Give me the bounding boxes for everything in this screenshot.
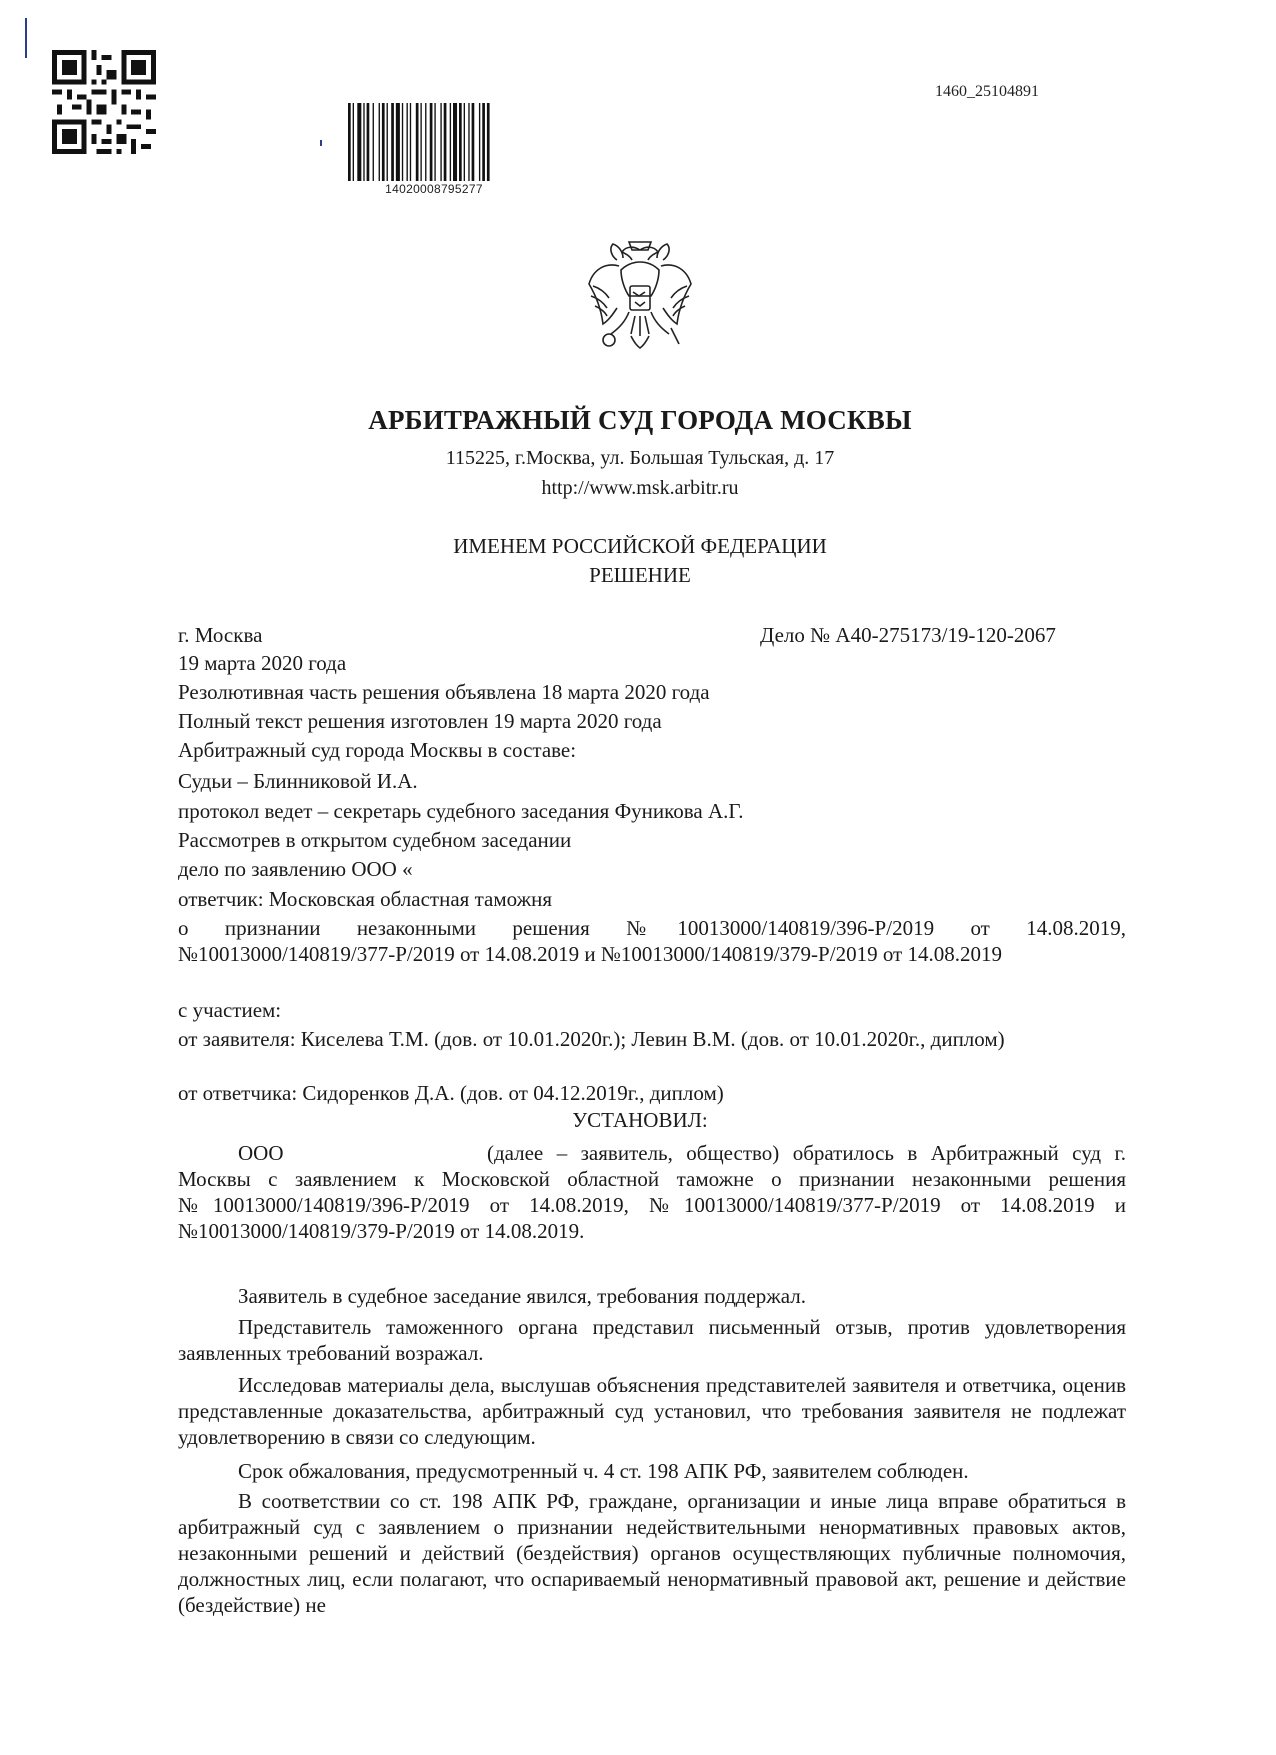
- applicant-representatives: от заявителя: Киселева Т.М. (дов. от 10.01.2020г.); Левин В.М. (дов. от 10.01.2020г., диплом): [178, 1027, 1005, 1051]
- considered-line: Рассмотрев в открытом судебном заседании: [178, 828, 572, 852]
- decision-date: 19 марта 2020 года: [178, 651, 347, 675]
- document-id: 1460_25104891: [935, 83, 1039, 100]
- operative-part-line: Резолютивная часть решения объявлена 18 марта 2020 года: [178, 680, 710, 704]
- paragraph-1: [178, 1140, 1126, 1244]
- full-text-line: Полный текст решения изготовлен 19 марта 2020 года: [178, 709, 662, 733]
- paragraph-3: Представитель таможенного органа представил письменный отзыв, против удовлетворения заявленных требований возражал.: [178, 1315, 1126, 1365]
- paragraph-5: Срок обжалования, предусмотренный ч. 4 ст. 198 АПК РФ, заявителем соблюден.: [238, 1459, 969, 1483]
- court-website: http://www.msk.arbitr.ru: [541, 477, 739, 499]
- scan-mark: [320, 140, 322, 146]
- heading-in-name: ИМЕНЕМ РОССИЙСКОЙ ФЕДЕРАЦИИ: [453, 534, 827, 558]
- court-name: АРБИТРАЖНЫЙ СУД ГОРОДА МОСКВЫ: [368, 405, 912, 435]
- heading-decision: РЕШЕНИЕ: [589, 563, 691, 587]
- qr-code: [52, 50, 156, 154]
- paragraph-6: В соответствии со ст. 198 АПК РФ, граждане, организации и иные лица вправе обратиться в арбитражный суд с заявлением о признании недействительными ненормативных правовых актов, незаконными решений и действий (бездействия) органов осуществляющих публичные полномочия, должностных лиц, если полагают, что оспариваемый ненормативный правовой акт, решение и действие (бездействие) не: [178, 1489, 1126, 1617]
- respondent-representative: от ответчика: Сидоренков Д.А. (дов. от 04.12.2019г., диплом): [178, 1081, 724, 1105]
- subject-paragraph: о признании незаконными решения №10013000/140819/396-Р/2019 от 14.08.2019, №10013000/140819/377-Р/2019 от 14.08.2019 и №10013000/140819/379-Р/2019 от 14.08.2019: [178, 916, 1126, 966]
- city: г. Москва: [178, 623, 263, 647]
- established-heading: УСТАНОВИЛ:: [572, 1108, 708, 1132]
- participation-line: с участием:: [178, 998, 282, 1022]
- paragraph-1-rest: (далее – заявитель, общество) обратилось в Арбитражный суд г. Москвы с заявлением к Московской областной таможне о признании незаконными решения №10013000/140819/396-Р/2019 от 14.08.2019, №10013000/140819/377-Р/2019 от 14.08.2019 и №10013000/140819/379-Р/2019 от 14.08.2019.: [178, 1141, 1126, 1243]
- paragraph-1-start: ООО: [238, 1141, 284, 1165]
- secretary-line: протокол ведет – секретарь судебного заседания Фуникова А.Г.: [178, 799, 744, 823]
- court-address: 115225, г.Москва, ул. Большая Тульская, д. 17: [445, 447, 835, 469]
- paragraph-2: Заявитель в судебное заседание явился, требования поддержал.: [238, 1284, 807, 1308]
- barcode-number: 14020008795277: [385, 182, 483, 196]
- court-composition: Арбитражный суд города Москвы в составе:: [178, 738, 577, 762]
- barcode: [348, 103, 520, 181]
- respondent-line: ответчик: Московская областная таможня: [178, 887, 552, 911]
- case-by-line: дело по заявлению ООО «: [178, 857, 413, 881]
- scan-mark: [25, 18, 27, 58]
- case-number: Дело № А40-275173/19-120-2067: [760, 623, 1056, 647]
- coat-of-arms-emblem: [585, 236, 695, 358]
- paragraph-4: Исследовав материалы дела, выслушав объяснения представителей заявителя и ответчика, оценив представленные доказательства, арбитражный суд установил, что требования заявителя не подлежат удовлетворению в связи со следующим.: [178, 1373, 1126, 1449]
- judge-line: Судьи – Блинниковой И.А.: [178, 769, 418, 793]
